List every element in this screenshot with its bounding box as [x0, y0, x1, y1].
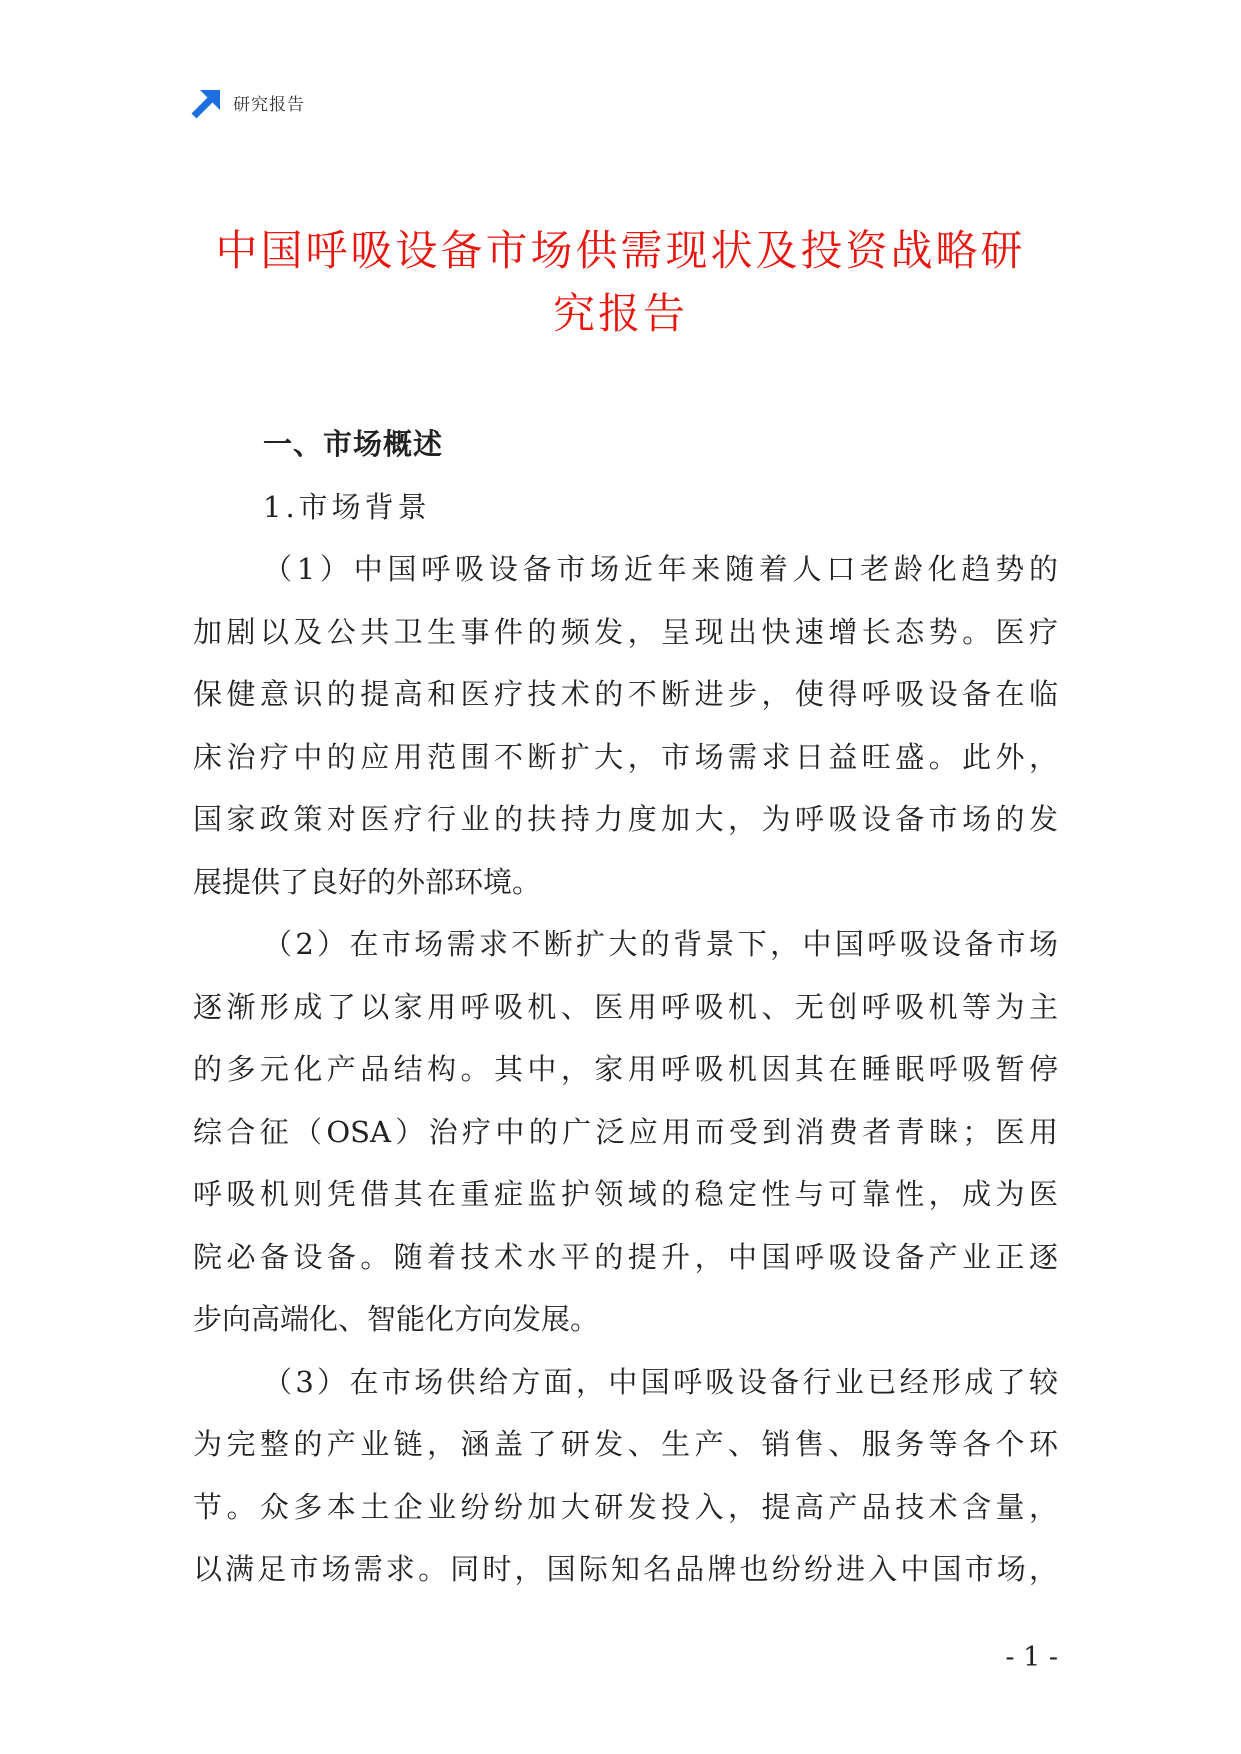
paragraph-line: 为完整的产业链，涵盖了研发、生产、销售、服务等各个环 [193, 1427, 1058, 1461]
arrow-up-right-icon [191, 90, 220, 119]
section-heading: 一、市场概述 [263, 427, 444, 461]
paragraph [193, 1351, 1058, 1601]
header-label: 研究报告 [233, 95, 305, 115]
paragraph-line: 节。众多本土企业纷纷加大研发投入，提高产品技术含量， [193, 1489, 1058, 1524]
paragraph-line: 的多元化产品结构。其中，家用呼吸机因其在睡眠呼吸暂停 [193, 1052, 1058, 1086]
paragraph-line: （1）中国呼吸设备市场近年来随着人口老龄化趋势的 [263, 552, 1058, 586]
paragraph-line: 步向高端化、智能化方向发展。 [193, 1302, 600, 1336]
report-header [191, 90, 491, 120]
paragraph-line: （3）在市场供给方面，中国呼吸设备行业已经形成了较 [263, 1364, 1058, 1399]
paragraph-line: 呼吸机则凭借其在重症监护领域的稳定性与可靠性，成为医 [193, 1177, 1058, 1211]
paragraph-line: 以满足市场需求。同时，国际知名品牌也纷纷进入中国市场， [193, 1552, 1058, 1586]
paragraph-line: 展提供了良好的外部环境。 [193, 864, 542, 899]
paragraph [193, 538, 1058, 913]
document-title [0, 219, 1241, 345]
paragraph-line: 院必备设备。随着技术水平的提升，中国呼吸设备产业正逐 [193, 1239, 1058, 1274]
paragraph-line: 保健意识的提高和医疗技术的不断进步，使得呼吸设备在临 [193, 677, 1058, 711]
document-body [193, 413, 1058, 1601]
paragraph-line: 综合征（OSA）治疗中的广泛应用而受到消费者青睐；医用 [193, 1114, 1058, 1149]
subsection-heading: 1.市场背景 [263, 489, 431, 524]
paragraph-line: （2）在市场需求不断扩大的背景下，中国呼吸设备市场 [263, 927, 1058, 961]
title-line: 中国呼吸设备市场供需现状及投资战略研 [215, 226, 1026, 275]
paragraph-line: 加剧以及公共卫生事件的频发，呈现出快速增长态势。医疗 [193, 614, 1058, 649]
page-number: - 1 - [1005, 1642, 1058, 1673]
paragraph-line: 床治疗中的应用范围不断扩大，市场需求日益旺盛。此外， [193, 739, 1058, 774]
paragraph-line: 逐渐形成了以家用呼吸机、医用呼吸机、无创呼吸机等为主 [193, 989, 1058, 1024]
paragraph-line: 国家政策对医疗行业的扶持力度加大，为呼吸设备市场的发 [193, 802, 1058, 836]
title-line: 究报告 [552, 289, 688, 338]
paragraph [193, 913, 1058, 1351]
